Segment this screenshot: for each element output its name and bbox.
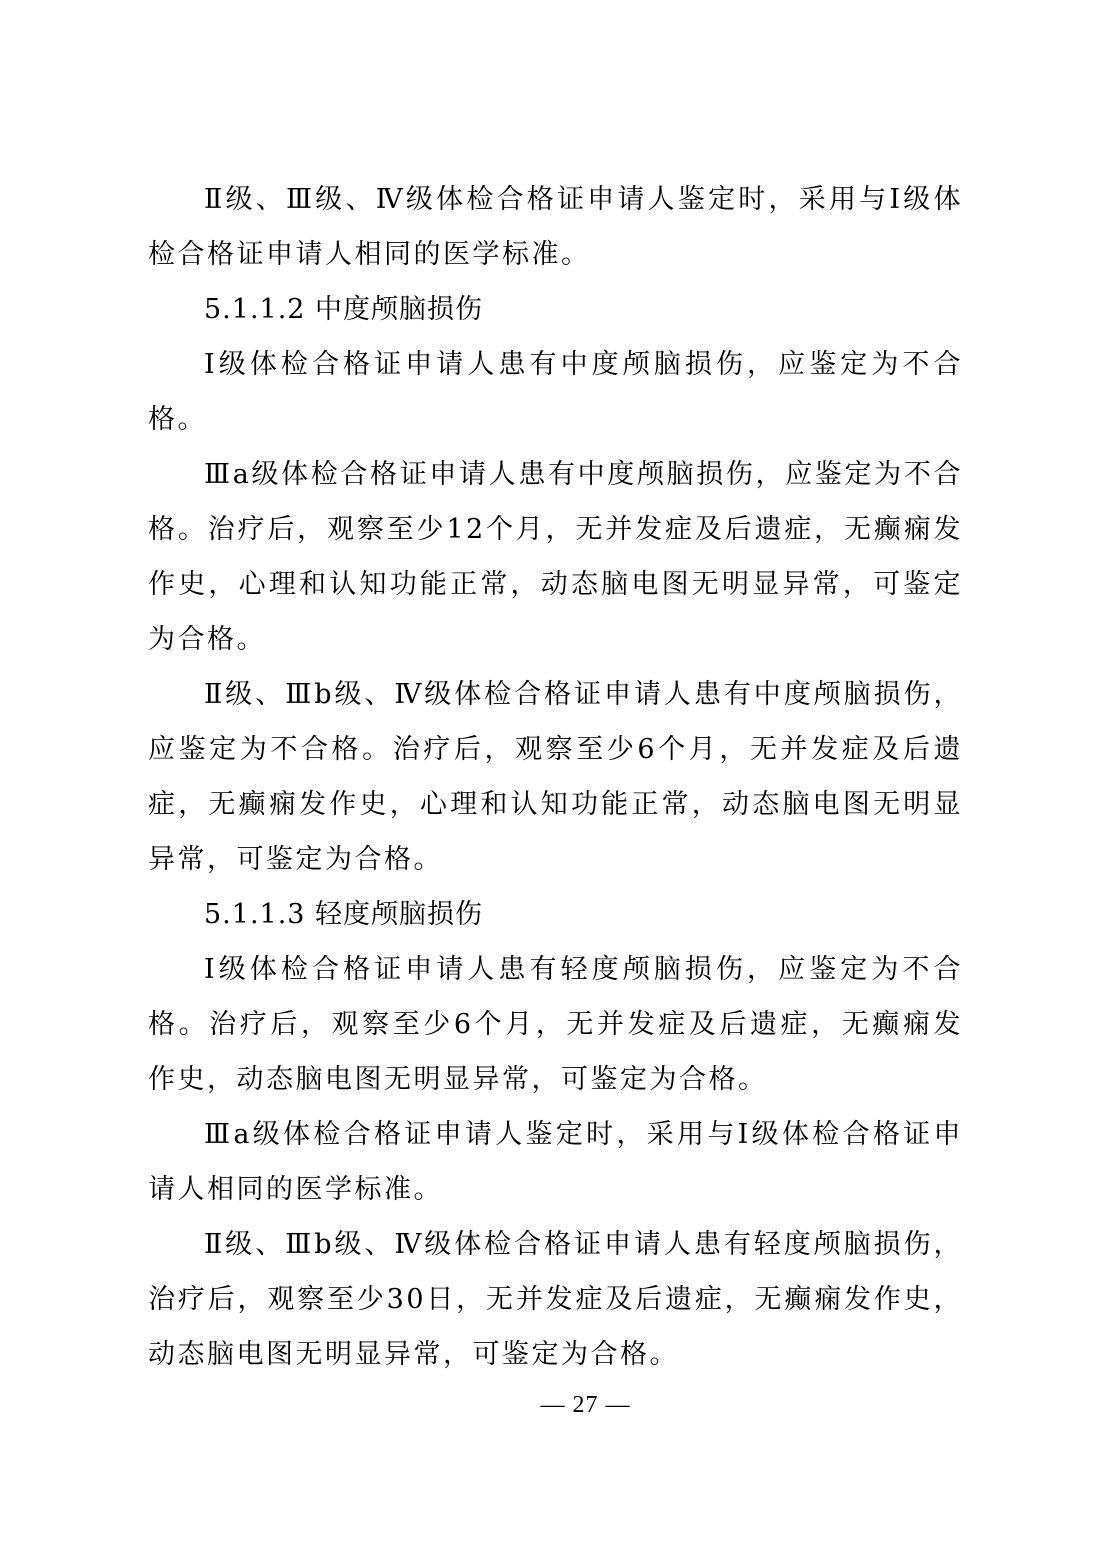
paragraph-2: Ⅰ级体检合格证申请人患有中度颅脑损伤，应鉴定为不合格。 — [148, 349, 963, 435]
section-heading-5-1-1-2: 5.1.1.2 中度颅脑损伤 — [204, 294, 484, 325]
paragraph-7: Ⅱ级、Ⅲb级、Ⅳ级体检合格证申请人患有轻度颅脑损伤，治疗后，观察至少30日，无并发症及后遗症，无癫痫发作史，动态脑电图无明显异常，可鉴定为合格。 — [148, 1229, 963, 1370]
paragraph-5: Ⅰ级体检合格证申请人患有轻度颅脑损伤，应鉴定为不合格。治疗后，观察至少6个月，无并发症及后遗症，无癫痫发作史，动态脑电图无明显异常，可鉴定为合格。 — [148, 954, 963, 1095]
page-number: — 27 — — [540, 1392, 631, 1418]
paragraph-6: Ⅲa级体检合格证申请人鉴定时，采用与Ⅰ级体检合格证申请人相同的医学标准。 — [148, 1119, 963, 1205]
paragraph-4: Ⅱ级、Ⅲb级、Ⅳ级体检合格证申请人患有中度颅脑损伤，应鉴定为不合格。治疗后，观察至少6个月，无并发症及后遗症，无癫痫发作史，心理和认知功能正常，动态脑电图无明显异常，可鉴定为合格。 — [148, 679, 963, 875]
document-body — [148, 172, 963, 1382]
section-heading-5-1-1-3: 5.1.1.3 轻度颅脑损伤 — [204, 899, 484, 930]
paragraph-3: Ⅲa级体检合格证申请人患有中度颅脑损伤，应鉴定为不合格。治疗后，观察至少12个月，无并发症及后遗症，无癫痫发作史，心理和认知功能正常，动态脑电图无明显异常，可鉴定为合格。 — [148, 459, 963, 655]
paragraph-1: Ⅱ级、Ⅲ级、Ⅳ级体检合格证申请人鉴定时，采用与Ⅰ级体检合格证申请人相同的医学标准。 — [148, 184, 963, 270]
